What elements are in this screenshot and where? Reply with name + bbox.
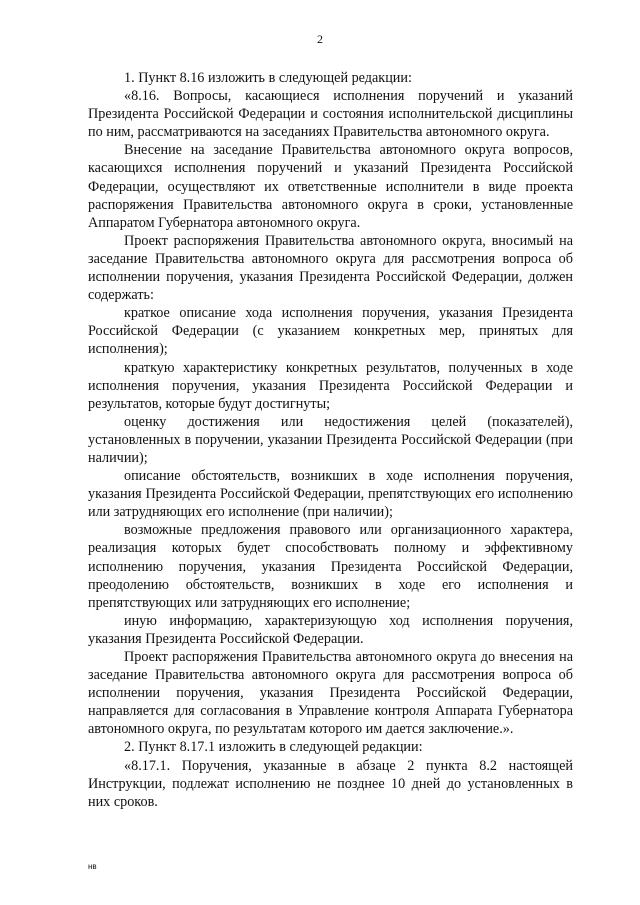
paragraph-submission: Внесение на заседание Правительства автономного округа вопросов, касающихся исполнения поручений и указаний Президента Российской Федерации, осуществляют их ответственные исполнители в виде проекта распоряжения Правительства автономного округа в сроки, установленные Аппаратом Губернатора автономного округа.: [88, 142, 573, 231]
paragraph-approval: Проект распоряжения Правительства автономного округа до внесения на заседание Правительства автономного округа для рассмотрения вопроса об исполнении поручения, указания Президента Российской Федерации, направляется для согласования в Управление контроля Аппарата Губернатора автономного округа, по результатам которого им дается заключение.».: [88, 649, 573, 738]
paragraph-8-17-1: «8.17.1. Поручения, указанные в абзаце 2 пункта 8.2 настоящей Инструкции, подлежат исполнению не позднее 10 дней до установленных в них сроков.: [88, 757, 573, 810]
list-item-brief-description: краткое описание хода исполнения поручения, указания Президента Российской Федерации (с указанием конкретных мер, принятых для исполнения);: [88, 305, 573, 358]
document-body: [88, 69, 573, 811]
page-number: 2: [317, 32, 323, 46]
paragraph-draft-contents: Проект распоряжения Правительства автономного округа, вносимый на заседание Правительства автономного округа для рассмотрения вопроса об исполнении поручения, указания Президента Российской Федерации, должен содержать:: [88, 232, 573, 304]
list-item-results: краткую характеристику конкретных результатов, полученных в ходе исполнения поручения, указания Президента Российской Федерации и результатов, которые будут достигнуты;: [88, 359, 573, 412]
list-item-assessment: оценку достижения или недостижения целей (показателей), установленных в поручении, указании Президента Российской Федерации (при наличии);: [88, 413, 573, 466]
footer-initials: нв: [88, 862, 97, 871]
paragraph-item-2-heading: 2. Пункт 8.17.1 изложить в следующей редакции:: [124, 739, 423, 756]
list-item-proposals: возможные предложения правового или организационного характера, реализация которых будет способствовать полному и эффективному исполнению поручения, указания Президента Российской Федерации, преодолению обстоятельств, возникших в ходе его исполнения и препятствующих или затрудняющих его исполнение;: [88, 522, 573, 611]
list-item-other-info: иную информацию, характеризующую ход исполнения поручения, указания Президента Российской Федерации.: [88, 612, 573, 647]
paragraph-item-1-heading: 1. Пункт 8.16 изложить в следующей редакции:: [124, 70, 412, 86]
paragraph-8-16-intro: «8.16. Вопросы, касающиеся исполнения поручений и указаний Президента Российской Федерации и состояния исполнительской дисциплины по ним, рассматриваются на заседаниях Правительства автономного округа.: [88, 88, 573, 141]
list-item-circumstances: описание обстоятельств, возникших в ходе исполнения поручения, указания Президента Российской Федерации, препятствующих его исполнению или затрудняющих его исполнение (при наличии);: [88, 468, 573, 521]
